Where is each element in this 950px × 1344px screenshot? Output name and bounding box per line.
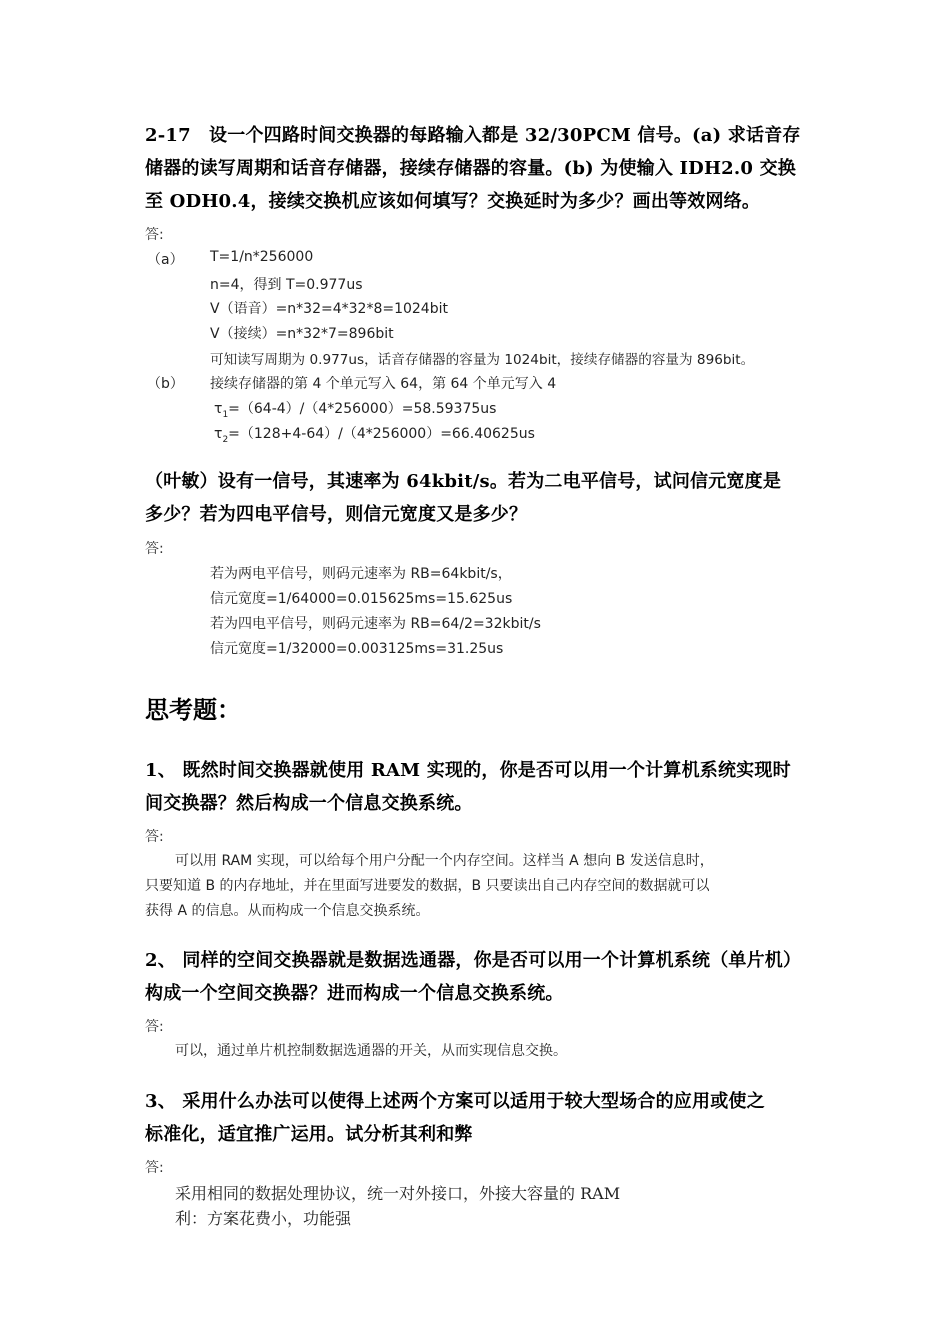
section-heading: 思考题： — [145, 695, 241, 724]
answer-3-line-2: 利：方案花费小，功能强 — [175, 1209, 352, 1228]
answer-label: 答: — [145, 541, 164, 557]
answer-a-line-3: V（语音）=n*32=4*32*8=1024bit — [210, 301, 448, 317]
question-3-line-1: 3、 采用什么办法可以使得上述两个方案可以适用于较大型场合的应用或使之 — [145, 1091, 765, 1112]
question-2-line-1: 2、 同样的空间交换器就是数据选通器，你是否可以用一个计算机系统（单片机） — [145, 950, 802, 971]
part-b-marker: （b） — [147, 376, 184, 392]
answer-ym-line-2: 信元宽度=1/64000=0.015625ms=15.625us — [210, 591, 513, 607]
question-2-17-line-1: 2-17 设一个四路时间交换器的每路输入都是 32/30PCM 信号。(a) 求话音存 — [145, 125, 801, 146]
answer-1-line-2: 只要知道 B 的内存地址，并在里面写进要发的数据，B 只要读出自己内存空间的数据就可以 — [145, 878, 710, 894]
answer-2-line-1: 可以，通过单片机控制数据选通器的开关，从而实现信息交换。 — [175, 1043, 567, 1059]
question-2-17-line-3: 至 ODH0.4，接续交换机应该如何填写？交换延时为多少？画出等效网络。 — [145, 191, 761, 212]
answer-label: 答: — [145, 1160, 164, 1176]
tau-2-formula: $\tau_2=(128+4-64)/(4*256000)=66.40625us$ — [214, 426, 535, 445]
answer-label: 答: — [145, 829, 164, 845]
answer-label: 答: — [145, 1019, 164, 1035]
answer-a-line-5: 可知读写周期为 0.977us，话音存储器的容量为 1024bit，接续存储器的容量为 896bit。 — [210, 352, 755, 368]
question-1-line-1: 1、 既然时间交换器就使用 RAM 实现的，你是否可以用一个计算机系统实现时 — [145, 760, 791, 781]
answer-ym-line-3: 若为四电平信号，则码元速率为 RB=64/2=32kbit/s — [210, 616, 541, 632]
answer-ym-line-4: 信元宽度=1/32000=0.003125ms=31.25us — [210, 641, 504, 657]
question-ym-line-2: 多少？若为四电平信号，则信元宽度又是多少？ — [145, 504, 528, 525]
answer-3-line-1: 采用相同的数据处理协议，统一对外接口，外接大容量的 RAM — [175, 1184, 621, 1203]
answer-b-line-1: 接续存储器的第 4 个单元写入 64，第 64 个单元写入 4 — [210, 376, 557, 392]
question-2-line-2: 构成一个空间交换器？进而构成一个信息交换系统。 — [145, 983, 564, 1004]
answer-a-line-1: T=1/n*256000 — [210, 249, 314, 265]
answer-a-line-4: V（接续）=n*32*7=896bit — [210, 326, 394, 342]
part-a-marker: （a） — [147, 252, 184, 268]
tau-1-formula: $\tau_1=(64-4)/(4*256000)=58.59375us$ — [214, 401, 497, 420]
question-2-17-line-2: 储器的读写周期和话音存储器，接续存储器的容量。(b) 为使输入 IDH2.0 交换 — [145, 158, 796, 179]
answer-1-line-3: 获得 A 的信息。从而构成一个信息交换系统。 — [145, 903, 430, 919]
question-ym-line-1: （叶敏）设有一信号，其速率为 64kbit/s。若为二电平信号，试问信元宽度是 — [145, 471, 782, 492]
answer-label: 答: — [145, 227, 164, 243]
answer-a-line-2: n=4，得到 T=0.977us — [210, 277, 363, 293]
question-1-line-2: 间交换器？然后构成一个信息交换系统。 — [145, 793, 473, 814]
answer-1-line-1: 可以用 RAM 实现，可以给每个用户分配一个内存空间。这样当 A 想向 B 发送信息时， — [175, 853, 714, 869]
answer-ym-line-1: 若为两电平信号，则码元速率为 RB=64kbit/s， — [210, 566, 512, 582]
question-3-line-2: 标准化，适宜推广运用。试分析其利和弊 — [145, 1124, 473, 1145]
